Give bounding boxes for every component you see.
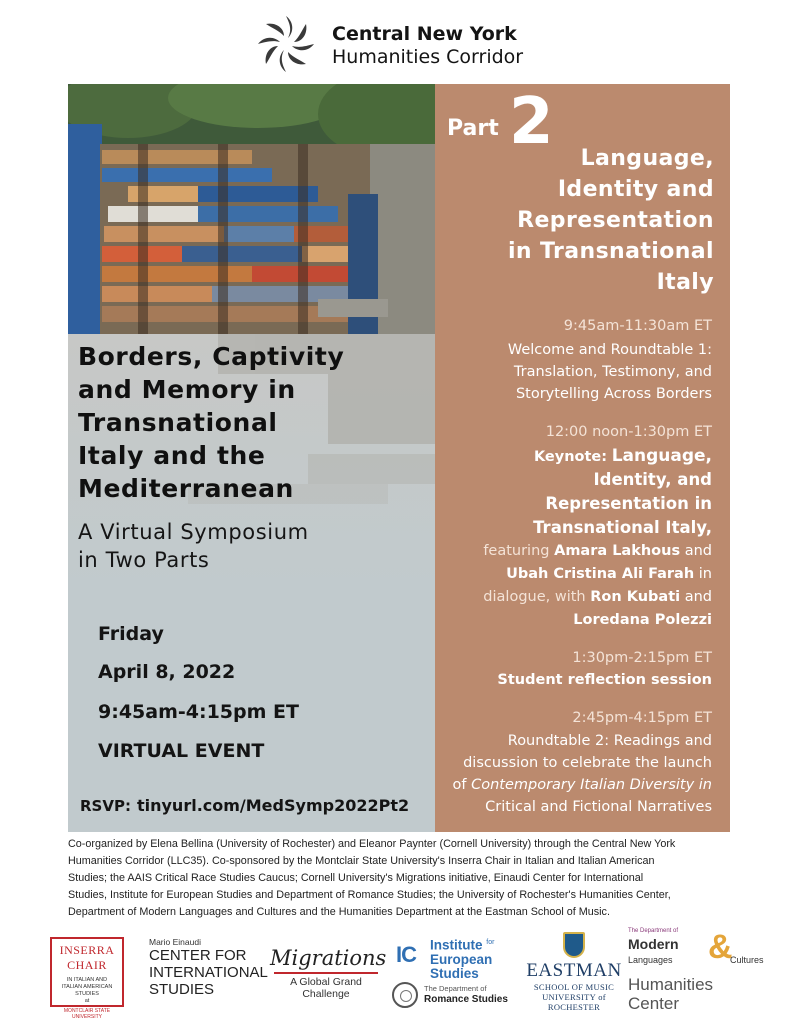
title-line-1: Borders, Captivity [78, 342, 345, 371]
title-line-3: Transnational [78, 408, 278, 437]
part-title-line-4: in Transnational [507, 239, 714, 264]
einaudi-center-logo: Mario Einaudi CENTER FOR INTERNATIONAL STUDIES [149, 937, 268, 998]
keynote-title: Language, [611, 446, 712, 466]
title-line-4: Italy and the [78, 441, 266, 470]
session4-book-line: of Contemporary Italian Diversity in [452, 777, 712, 793]
institute-european-studies-logo: IC Institute $^{for}$ European Studies The Department of Romance Studies [392, 936, 518, 1012]
photo-illustration [68, 84, 435, 334]
org-name-line1: Central New York [332, 23, 517, 45]
session4-line: Roundtable 2: Readings and [507, 733, 712, 749]
session1-line: Welcome and Roundtable 1: [507, 342, 712, 358]
eastman-shield-icon [563, 932, 585, 958]
corridor-swirl-icon [254, 12, 318, 76]
event-time: 9:45am-4:15pm ET [98, 701, 299, 723]
session3-time: 1:30pm-2:15pm ET [572, 650, 712, 666]
speaker-name: Loredana Polezzi [573, 612, 712, 628]
session1-line: Storytelling Across Borders [515, 386, 712, 402]
header [254, 10, 554, 74]
book-title: Contemporary Italian Diversity in [471, 777, 712, 793]
part-number: 2 [509, 85, 554, 159]
title-line-5: Mediterranean [78, 474, 294, 503]
modern-languages-humanities-logo: The Department of Modern & Languages Cultures Humanities Center [628, 928, 764, 1013]
speaker-name: Amara Lakhous [554, 543, 681, 559]
credits-paragraph [68, 836, 730, 921]
session2-time: 12:00 noon-1:30pm ET [545, 424, 712, 440]
part-title-line-2: Identity and [557, 177, 714, 202]
keynote-title: Representation in [545, 494, 712, 513]
subtitle-line-1: A Virtual Symposium [78, 520, 309, 544]
credits-line: Humanities Corridor (LLC35). Co-sponsored by the Montclair State University's Inserra Chair in Italian and Italian American [68, 855, 655, 868]
keynote-title: Identity, and [593, 470, 712, 489]
migrations-logo: Migrations A Global Grand Challenge [270, 946, 387, 1000]
part-title-line-1: Language, [580, 146, 714, 171]
session4-line: discussion to celebrate the launch [463, 755, 712, 771]
org-name-line2: Humanities Corridor [332, 46, 524, 68]
event-format: VIRTUAL EVENT [98, 740, 265, 762]
part-title-line-3: Representation [517, 208, 714, 233]
part-title-line-5: Italy [656, 270, 714, 295]
title-overlay [68, 334, 435, 588]
event-day: Friday [98, 623, 164, 645]
session1-time: 9:45am-11:30am ET [563, 318, 712, 334]
session3-line: Student reflection session [497, 672, 712, 688]
subtitle-line-2: in Two Parts [78, 548, 210, 572]
speaker-name: Ron Kubati [590, 589, 681, 605]
credits-line: Studies, Institute for European Studies and Department of Romance Studies; the University of Rochester's Humanities Center, [68, 889, 671, 902]
keynote-line-1 [534, 446, 712, 466]
credits-line: Co-organized by Elena Bellina (University of Rochester) and Eleanor Paynter (Cornell University) through the Central New York [68, 838, 676, 850]
ies-mark-icon: IC [396, 942, 416, 967]
event-date: April 8, 2022 [98, 661, 236, 683]
eastman-school-logo: EASTMAN SCHOOL OF MUSIC UNIVERSITY of ROCHESTER [520, 932, 628, 1012]
pallets-photo [68, 84, 435, 334]
left-panel [68, 334, 435, 832]
credits-line: Studies; the AAIS Critical Race Studies Caucus; Cornell University's Migrations initiative, Einaudi Center for International [68, 872, 644, 885]
featuring-line: featuring Amara Lakhous and [483, 543, 712, 559]
rsvp-label: RSVP: [80, 797, 131, 815]
keynote-label: Keynote: [533, 449, 608, 465]
right-panel [435, 84, 730, 832]
keynote-title: Transnational Italy, [533, 518, 712, 537]
session4-time: 2:45pm-4:15pm ET [572, 710, 712, 726]
book-title: Critical and Fictional Narratives [485, 799, 712, 815]
part-label: Part [447, 116, 499, 141]
rsvp [80, 796, 409, 815]
cornell-seal-icon [392, 982, 418, 1008]
credits-line: Department of Modern Languages and Cultures and the Humanities Department at the Eastman School of Music. [68, 906, 610, 919]
session1-line: Translation, Testimony, and [513, 364, 712, 380]
title-line-2: and Memory in [78, 375, 296, 404]
dialogue-line: dialogue, with Ron Kubati and [483, 589, 712, 605]
speaker-name: Ubah Cristina Ali Farah [506, 566, 695, 582]
rsvp-link[interactable]: tinyurl.com/MedSymp2022Pt2 [136, 796, 410, 815]
inserra-chair-logo: INSERRA CHAIR IN ITALIAN AND ITALIAN AMERICAN STUDIES at MONTCLAIR STATE UNIVERSITY [50, 937, 124, 1007]
speaker-line: Ubah Cristina Ali Farah in [506, 566, 712, 582]
